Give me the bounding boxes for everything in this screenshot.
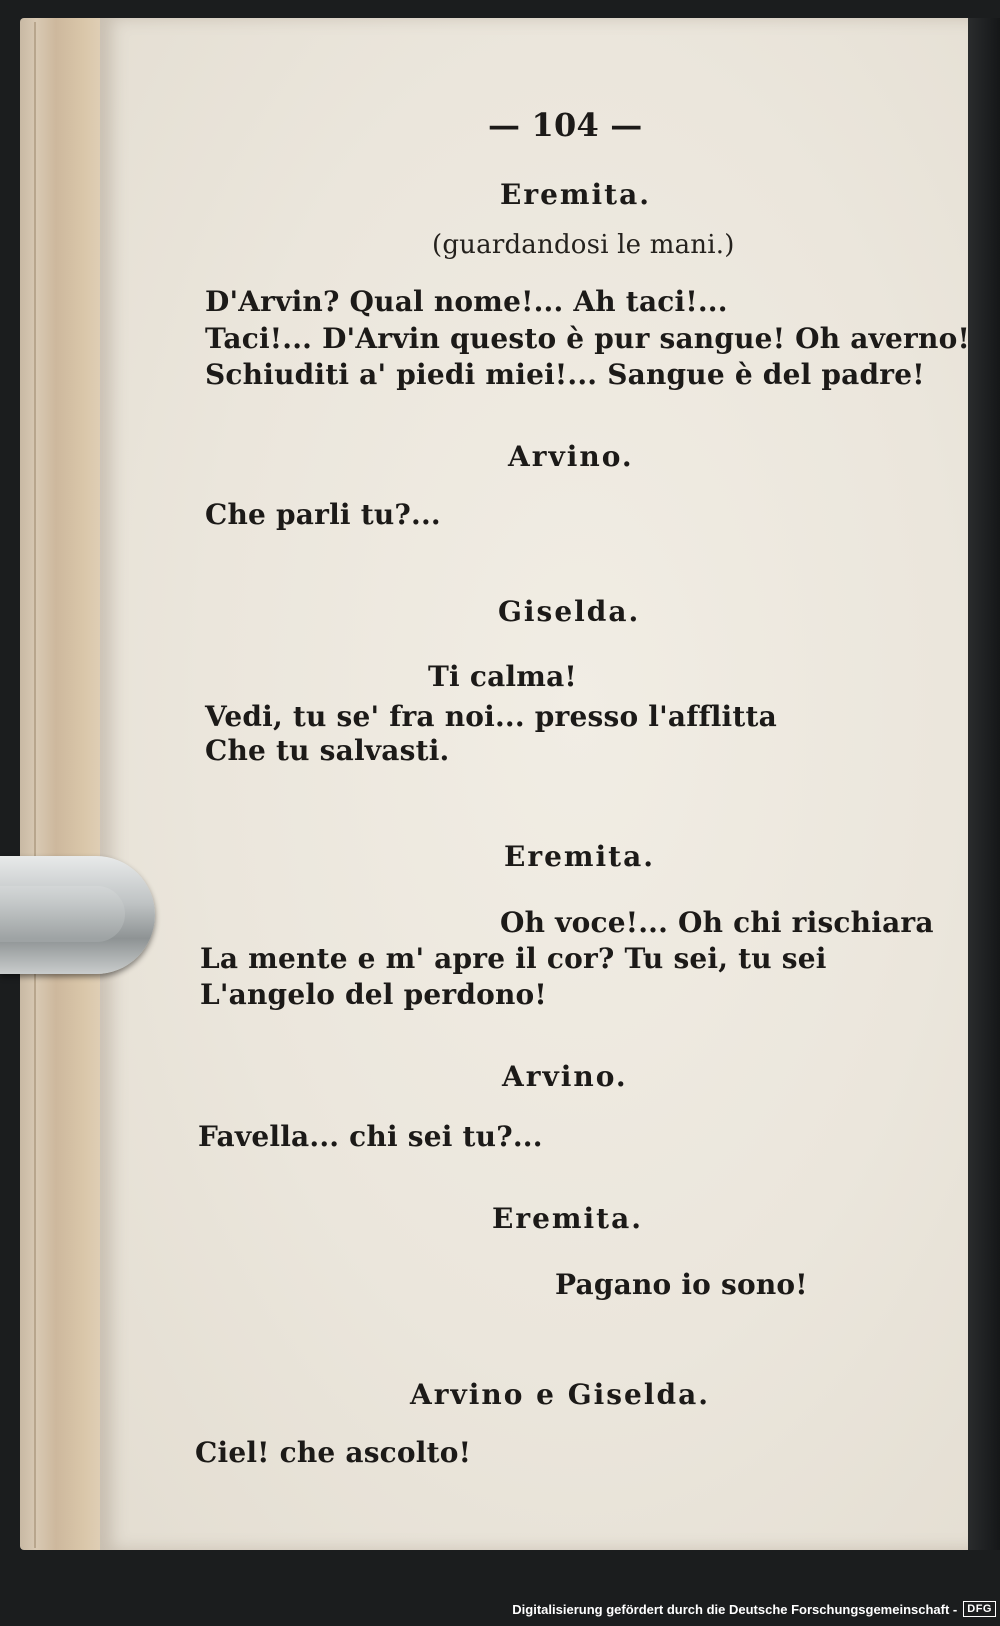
speaker-arvino-e-giselda: Arvino e Giselda. xyxy=(410,1378,710,1411)
footer-credit: Digitalisierung gefördert durch die Deutsche Forschungsgemeinschaft - xyxy=(512,1601,958,1617)
verse-line: Vedi, tu se' fra noi... presso l'afflitta xyxy=(205,700,777,733)
speaker-arvino-2: Arvino. xyxy=(502,1060,628,1093)
verse-line: Schiuditi a' piedi miei!... Sangue è del padre! xyxy=(205,358,925,391)
verse-line: Taci!... D'Arvin questo è pur sangue! Oh averno! xyxy=(205,322,970,355)
verse-line: Oh voce!... Oh chi rischiara xyxy=(500,906,934,939)
verse-line: Che parli tu?... xyxy=(205,498,441,531)
stage-direction: (guardandosi le mani.) xyxy=(432,230,735,260)
page-number: — 104 — xyxy=(488,106,643,144)
verse-line: Pagano io sono! xyxy=(555,1268,808,1301)
speaker-arvino-1: Arvino. xyxy=(508,440,634,473)
verse-line: Ciel! che ascolto! xyxy=(195,1436,472,1469)
book-edge-line xyxy=(34,22,36,1548)
dfg-logo: DFG xyxy=(963,1601,996,1617)
paper-clip-highlight xyxy=(0,886,125,942)
verse-line: La mente e m' apre il cor? Tu sei, tu sei xyxy=(200,942,827,975)
speaker-eremita-2: Eremita. xyxy=(504,840,655,873)
speaker-eremita-1: Eremita. xyxy=(500,178,651,211)
verse-line: D'Arvin? Qual nome!... Ah taci!... xyxy=(205,285,728,318)
verse-line: Che tu salvasti. xyxy=(205,734,450,767)
digitization-footer xyxy=(512,1596,996,1622)
verse-line: Ti calma! xyxy=(428,660,577,693)
verse-line: Favella... chi sei tu?... xyxy=(198,1120,543,1153)
speaker-eremita-3: Eremita. xyxy=(492,1202,643,1235)
book-right-edge xyxy=(968,18,1000,1550)
speaker-giselda: Giselda. xyxy=(498,595,641,628)
verse-line: L'angelo del perdono! xyxy=(200,978,547,1011)
